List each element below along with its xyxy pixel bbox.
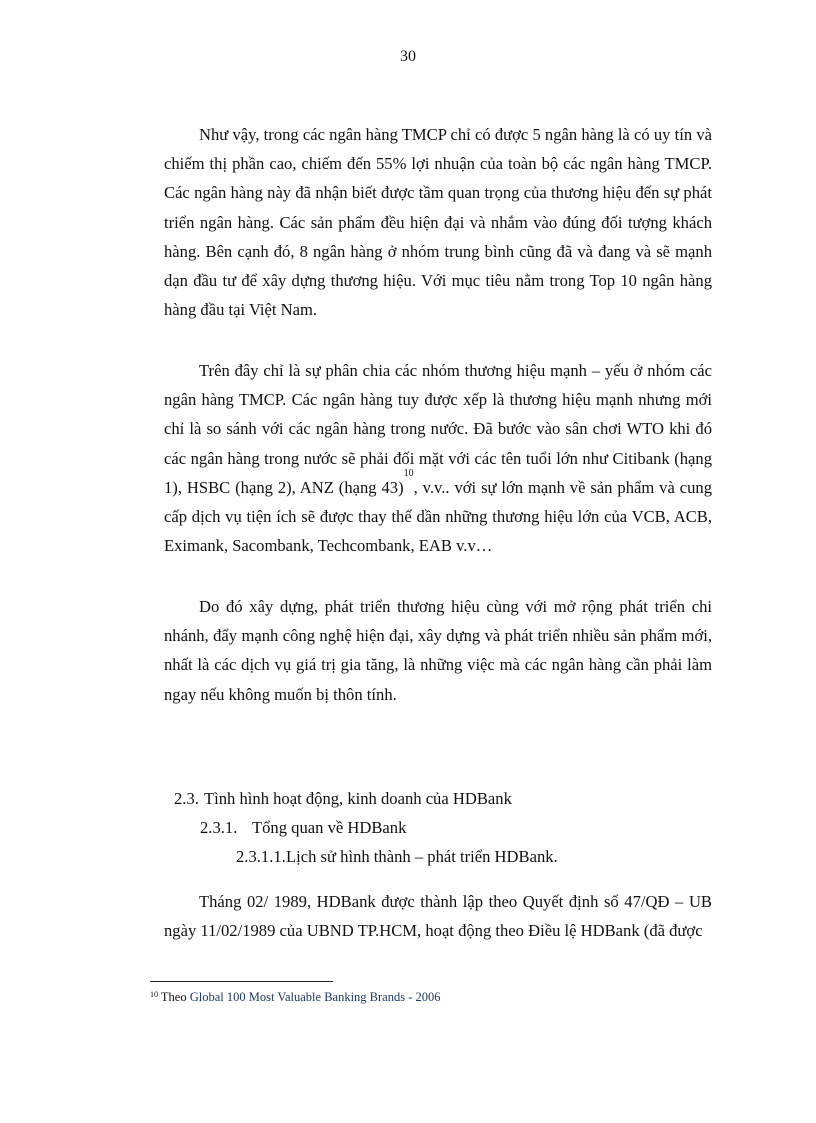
section-number: 2.3.1.1.	[236, 847, 286, 866]
section-number: 2.3.	[174, 789, 199, 808]
section-heading-2-3	[174, 784, 512, 813]
section-title: Tổng quan về HDBank	[252, 818, 407, 837]
page-number: 30	[400, 48, 416, 65]
section-title: Lịch sử hình thành – phát triển HDBank.	[286, 847, 558, 866]
footnote-prefix: Theo	[160, 990, 187, 1004]
paragraph-hdbank-history: Tháng 02/ 1989, HDBank được thành lập theo Quyết định số 47/QĐ – UB ngày 11/02/1989 của UBND TP.HCM, hoạt động theo Điều lệ HDBank (đã được	[164, 892, 712, 941]
section-heading-2-3-1-1	[236, 842, 558, 871]
paragraph-text: Trên đây chỉ là sự phân chia các nhóm thương hiệu mạnh – yếu ở nhóm các ngân hàng TMCP. Các ngân hàng tuy được xếp là thương hiệu mạnh nhưng mới chỉ là so sánh với các ngân hàng trong nước. Đã bước vào sân chơi WTO khi đó các ngân hàng trong nước sẽ phải đối mặt với các tên tuổi lớn như Citibank (hạng 1), HSBC (hạng 2), ANZ (hạng 43)	[164, 361, 712, 497]
footnote-source-link[interactable]: Global 100 Most Valuable Banking Brands - 2006	[189, 990, 441, 1004]
footnote-divider	[150, 981, 333, 982]
footnote-reference[interactable]: 10	[403, 467, 414, 479]
section-number: 2.3.1.	[200, 818, 238, 837]
paragraph-text: , v.v.. với sự lớn mạnh về sản phẩm và cung cấp dịch vụ tiện ích sẽ được thay thế dần những thương hiệu lớn của VCB, ACB, Eximank, Sacombank, Techcombank, EAB v.v…	[164, 477, 712, 556]
paragraph-conclusion: Do đó xây dựng, phát triển thương hiệu cùng với mở rộng phát triển chi nhánh, đẩy mạnh công nghệ hiện đại, xây dựng và phát triển nhiều sản phẩm mới, nhất là các dịch vụ giá trị gia tăng, là những việc mà các ngân hàng cần phải làm ngay nếu không muốn bị thôn tính.	[164, 597, 712, 704]
footnote	[150, 988, 441, 1006]
paragraph-brand-strength: Như vậy, trong các ngân hàng TMCP chỉ có được 5 ngân hàng là có uy tín và chiếm thị phần cao, chiếm đến 55% lợi nhuận của toàn bộ các ngân hàng TMCP. Các ngân hàng này đã nhận biết được tầm quan trọng của thương hiệu đến sự phát triển ngân hàng. Các sản phẩm đều hiện đại và nhắm vào đúng đối tượng khách hàng. Bên cạnh đó, 8 ngân hàng ở nhóm trung bình cũng đã và đang và sẽ mạnh dạn đầu tư để xây dựng thương hiệu. Với mục tiêu nằm trong Top 10 ngân hàng hàng đầu tại Việt Nam.	[164, 125, 712, 320]
paragraph-strong-weak-brands	[164, 356, 712, 560]
footnote-marker: 10	[150, 990, 158, 999]
section-title: Tình hình hoạt động, kinh doanh của HDBank	[204, 789, 512, 808]
section-heading-2-3-1	[200, 813, 406, 842]
